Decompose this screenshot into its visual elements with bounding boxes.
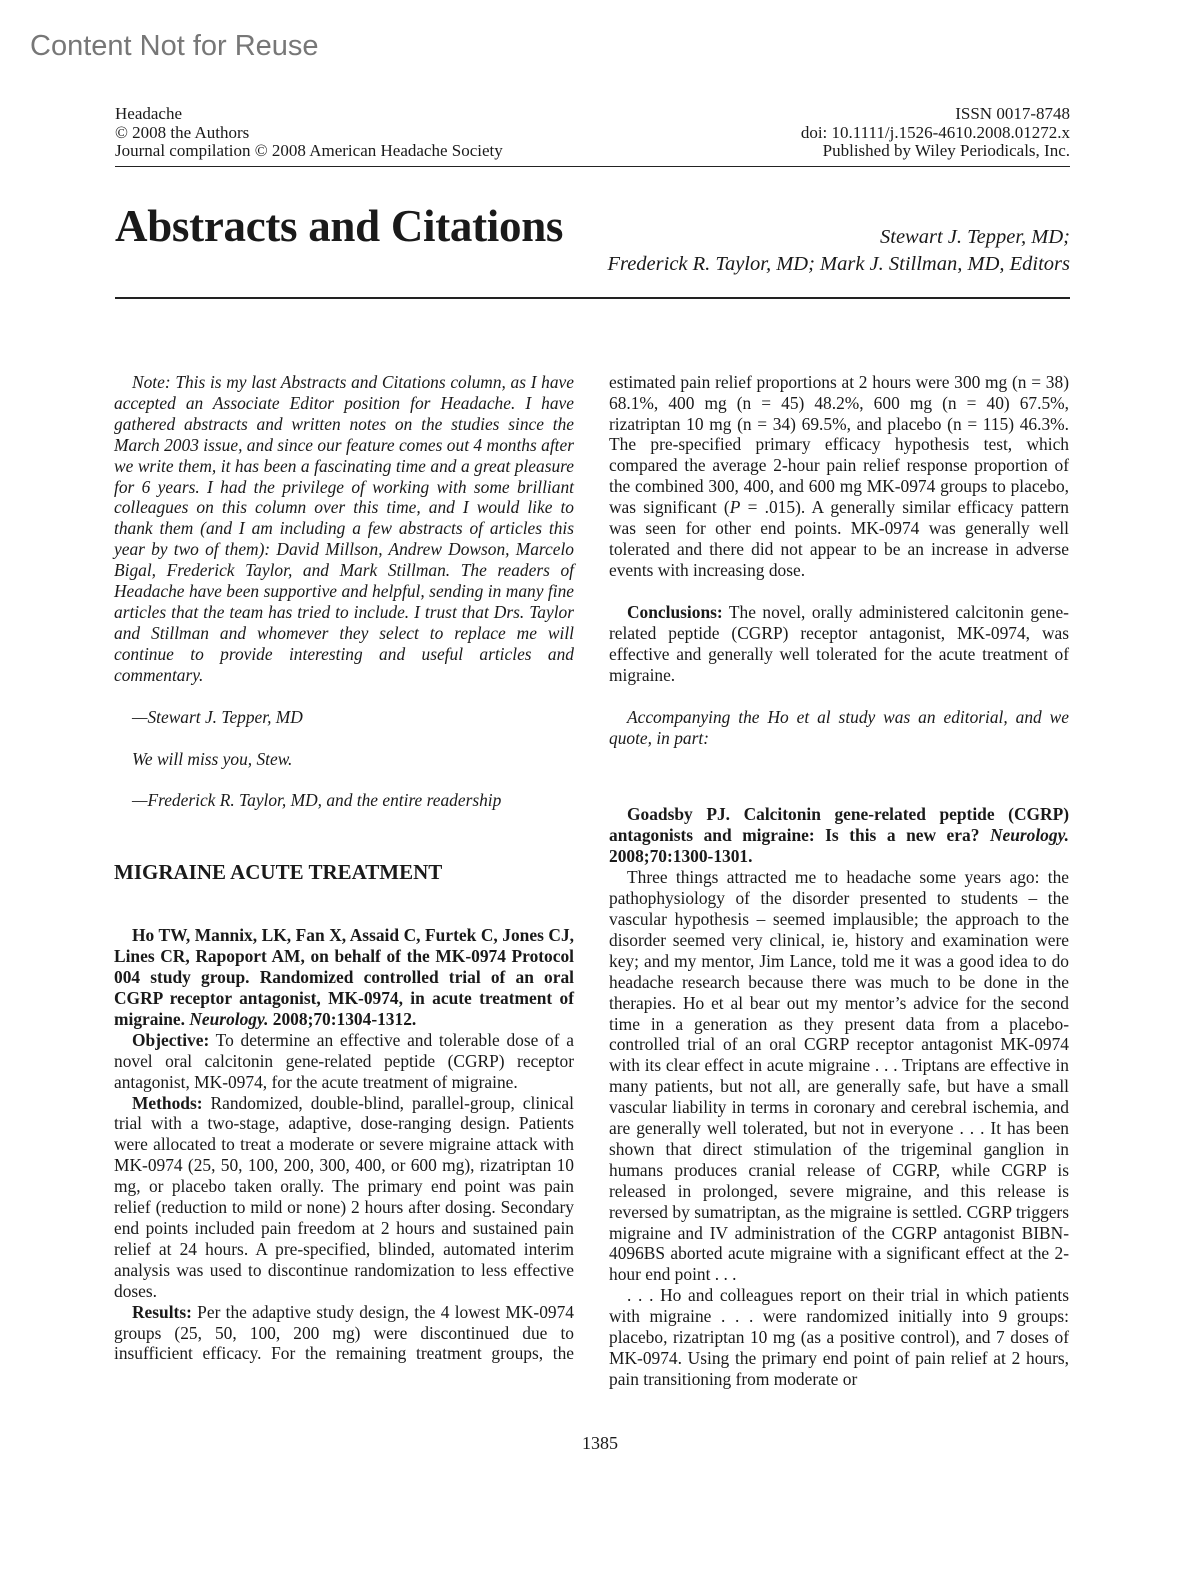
objective-text: To determine an effective and tolerable dose of a novel oral calcitonin gene-related peptide (CGRP) receptor antagonist, MK-0974, for the acute treatment of migraine. (114, 1029, 574, 1092)
page-title: Abstracts and Citations (115, 201, 564, 251)
editorial-ref: 2008;70:1300-1301. (609, 846, 753, 867)
copyright-journal: Journal compilation © 2008 American Headache Society (115, 141, 503, 160)
copyright-authors: © 2008 the Authors (115, 122, 250, 142)
citation-text: Ho TW, Mannix, LK, Fan X, Assaid C, Furtek C, Jones CJ, Lines CR, Rapoport AM, on behalf of the MK-0974 Protocol 004 study group. Randomized controlled trial of an oral CGRP receptor antagonist, MK-0974, in acute treatment of migraine. (114, 925, 574, 1029)
results-text-a: Per the adaptive study design, the 4 lowest MK-0974 groups (25, 50, 100, 200 mg) were discontinued due to insufficient efficacy. For the remaining treatment groups, the (114, 1301, 574, 1364)
conclusions-label: Conclusions: (627, 602, 723, 622)
farewell: We will miss you, Stew. (132, 748, 293, 769)
results-tail (609, 497, 1069, 602)
citation-ref: 2008;70:1304-1312. (272, 1008, 417, 1029)
editors (470, 224, 1070, 278)
watermark: Content Not for Reuse (30, 30, 319, 62)
right-column (609, 372, 1069, 1390)
editorial-intro: Accompanying the Ho et al study was an editorial, and we quote, in part: (609, 706, 1069, 748)
results-continued (609, 372, 1069, 497)
running-head-left (115, 105, 503, 161)
editorial-journal: Neurology. (989, 825, 1069, 846)
article-citation (114, 925, 574, 1030)
editor-note: Note: This is my last Abstracts and Citations column, as I have accepted an Associate Editor position for Headache. I have gathered abstracts and written notes on the studies since the March 2003 issue, and since our feature comes out 4 months after we write them, it has been a fascinating time and a great pleasure for 6 years. I had the privilege of working with some brilliant colleagues on this column over this time, and I would like to thank them (and I am including a few abstracts of articles this year by two of them): David Millson, Andrew Dowson, Marcelo Bigal, Frederick Taylor, and Mark Stillman. The readers of Headache have been supportive and helpful, sending in many fine articles that the team has tried to include. I trust that Drs. Taylor and Stillman and whomever they select to replace me will continue to provide interesting and useful articles and commentary. (114, 372, 574, 685)
page-number: 1385 (582, 1433, 618, 1453)
issn: ISSN 0017-8748 (955, 104, 1070, 123)
journal-name: Headache (115, 104, 183, 123)
farewell-signature: —Frederick R. Taylor, MD, and the entire readership (132, 790, 502, 811)
abstract-methods (114, 1093, 574, 1302)
methods-text: Randomized, double-blind, parallel-group, clinical trial with a two-stage, adaptive, dose-ranging design. Patients were allocated to treat a moderate or severe migraine attack with MK-0974 (25, 50, 100, 200, 300, 400, or 600 mg), rizatriptan 10 mg, or placebo taken orally. The primary end point was pain relief (reduction to mild or none) 2 hours after dosing. Secondary end points included pain freedom at 2 hours and sustained pain relief at 24 hours. A pre-specified, blinded, automated interim analysis was used to discontinue randomization to less effective doses. (114, 1092, 574, 1301)
results-p-symbol-2: P (729, 497, 741, 518)
publisher: Published by Wiley Periodicals, Inc. (822, 141, 1070, 160)
editorial-citation (609, 804, 1069, 867)
section-heading: MIGRAINE ACUTE TREATMENT (114, 860, 443, 885)
doi: doi: 10.1111/j.1526-4610.2008.01272.x (800, 122, 1070, 142)
note-signature: —Stewart J. Tepper, MD (132, 706, 303, 727)
results-tail-text (609, 497, 1069, 581)
editor-line-2: Frederick R. Taylor, MD; Mark J. Stillman, MD, Editors (607, 253, 1070, 275)
title-rule (115, 297, 1070, 299)
abstract-conclusions (609, 602, 1069, 686)
results-text-b-2: = .015). A generally similar efficacy pattern was seen for other end points. MK-0974 was generally well tolerated and there did not appear to be an increase in adverse events with increasing dose. (609, 497, 1069, 580)
conclusions-text: The novel, orally administered calcitonin gene-related peptide (CGRP) receptor antagonist, MK-0974, was effective and generally well tolerated for the acute treatment of migraine. (609, 602, 1069, 685)
editor-line-1: Stewart J. Tepper, MD; (880, 226, 1070, 248)
header-rule (115, 166, 1070, 167)
abstract-objective (114, 1030, 574, 1093)
editorial-citation-text: Goadsby PJ. Calcitonin gene-related peptide (CGRP) antagonists and migraine: Is this a new era? (609, 804, 1069, 846)
results-label: Results: (132, 1301, 192, 1322)
left-column (114, 372, 574, 1365)
editorial-paragraph-1: Three things attracted me to headache some years ago: the pathophysiology of the disorder presented to students – the vascular hypothesis – seemed implausible; the approach to the disorder seemed very clinical, ie, history and examination were key; and my mentor, Jim Lance, told me it was a good idea to do headache research because there was much to be done in the therapies. Ho et al bear out my mentor’s advice for the second time in a generation as they present data from a placebo-controlled trial of an oral CGRP receptor antagonist MK-0974 with its clear effect in acute migraine . . . Triptans are effective in many patients, but not all, are generally safe, but have a small vascular liability in terms in coronary and cerebral ischemia, and are generally well tolerated, but not in everyone . . . It has been shown that direct stimulation of the trigeminal ganglion in humans produces cranial release of CGRP, while CGRP is released in prolonged, severe migraine, and this release is reversed by sumatriptan, as the migraine is settled. CGRP triggers migraine and IV administration of the CGRP antagonist BIBN-4096BS aborted acute migraine with a significant effect at the 2-hour end point . . . (609, 867, 1069, 1285)
abstract-results (114, 1302, 574, 1365)
objective-label: Objective: (132, 1029, 210, 1050)
citation-journal: Neurology. (189, 1008, 269, 1029)
results-text-a-hidden: estimated pain relief proportions at 2 hours were 300 mg (n = 38) 68.1%, 400 mg (n = 45) 48.2%, 600 mg (n = 40) 67.5%, rizatriptan 10 mg (n = 34) 69.5%, and placebo (n = 115) 46.3%. The pre-specified primary efficacy hypothesis test, which compared the average 2-hour pain relief response proportion of the combined 300, 400, and 600 mg MK-0974 groups to placebo, (609, 372, 1069, 497)
running-head-right (801, 105, 1070, 161)
results-text-a-hidden-2: was significant ( (609, 497, 730, 518)
editorial-paragraph-2: . . . Ho and colleagues report on their trial in which patients with migraine . . . were randomized initially into 9 groups: placebo, rizatriptan 10 mg (as a positive control), and 7 doses of MK-0974. Using the primary end point of pain relief at 2 hours, pain transitioning from moderate or (609, 1285, 1069, 1389)
methods-label: Methods: (132, 1092, 203, 1113)
results-continued-text (609, 372, 1069, 497)
